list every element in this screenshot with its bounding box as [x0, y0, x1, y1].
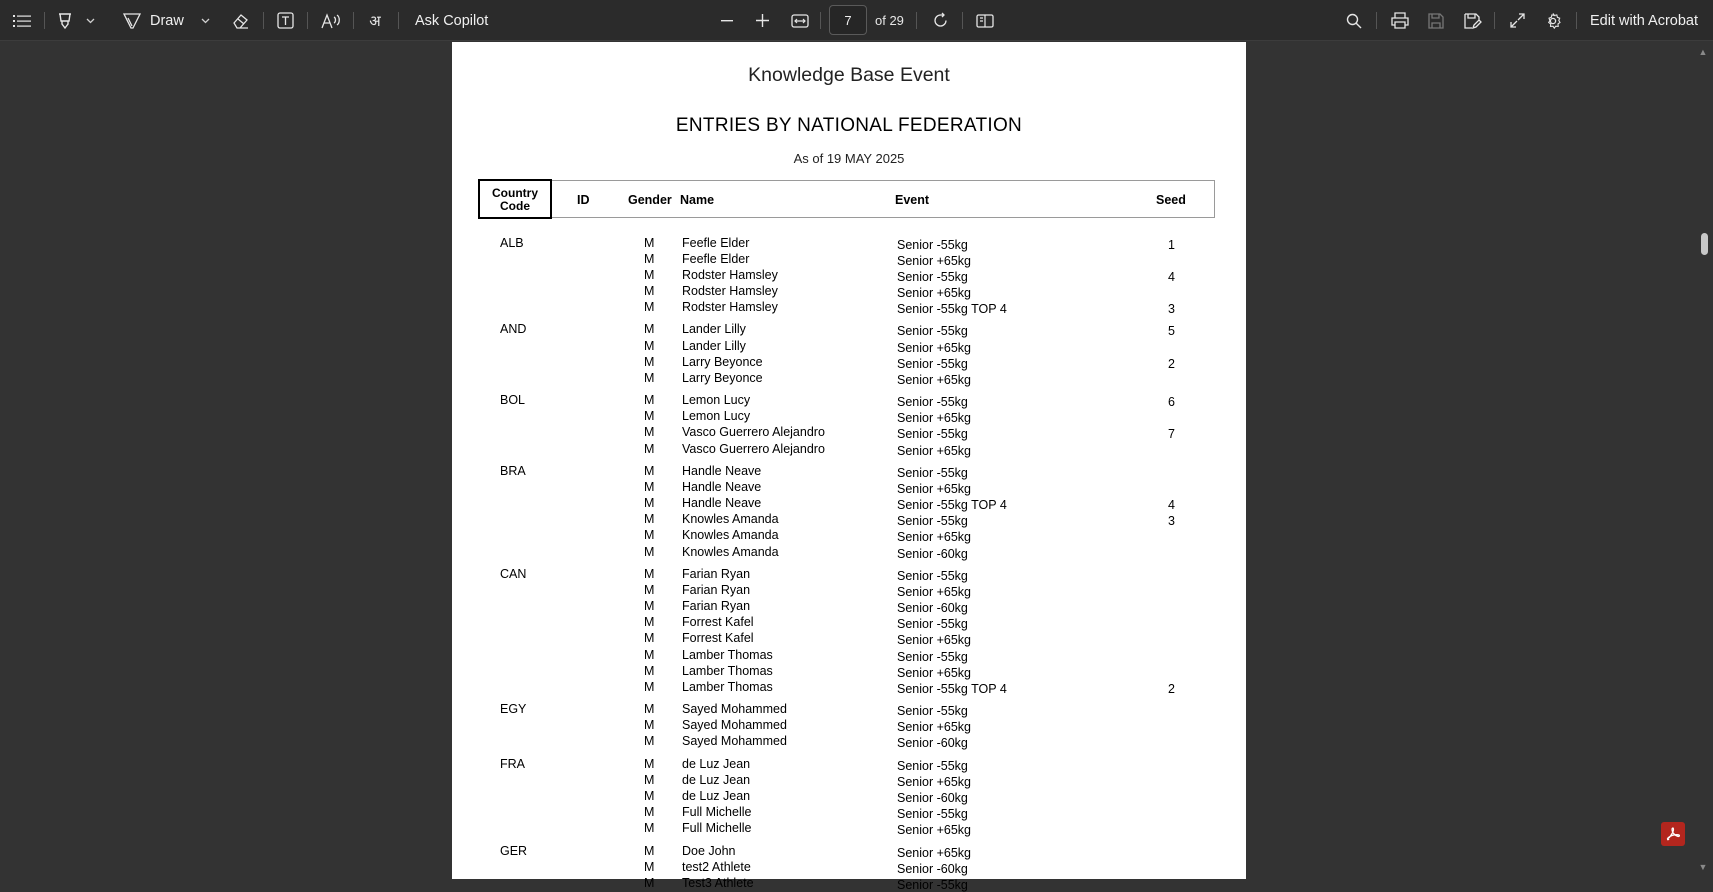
- search-icon[interactable]: [1343, 0, 1365, 41]
- event-cell: Senior -55kg TOP 4: [897, 301, 1007, 316]
- gender-cell: M: [644, 805, 655, 820]
- country-code-cell: BRA: [500, 464, 526, 479]
- header-country-code-line2: Code: [500, 199, 530, 213]
- gender-cell: M: [644, 354, 655, 369]
- gender-cell: M: [644, 679, 655, 694]
- seed-cell: 6: [1168, 395, 1175, 410]
- zoom-out-icon[interactable]: [716, 0, 738, 41]
- name-cell: Forrest Kafel: [682, 615, 754, 630]
- country-code-cell: CAN: [500, 567, 527, 582]
- gender-cell: M: [644, 338, 655, 353]
- event-cell: Senior -55kg: [897, 356, 968, 371]
- page-number-input[interactable]: 7: [829, 5, 867, 35]
- draw-button[interactable]: Draw: [150, 12, 184, 29]
- rotate-icon[interactable]: [929, 0, 951, 41]
- event-cell: Senior +65kg: [897, 411, 972, 426]
- name-cell: Rodster Hamsley: [682, 299, 778, 314]
- acrobat-logo-icon[interactable]: [1661, 822, 1685, 846]
- translate-icon[interactable]: अ: [369, 12, 381, 30]
- seed-cell: 5: [1168, 324, 1175, 339]
- seed-cell: 1: [1168, 237, 1175, 252]
- read-aloud-icon[interactable]: [319, 0, 343, 41]
- name-cell: Sayed Mohammed: [682, 702, 787, 717]
- gender-cell: M: [644, 512, 655, 527]
- gender-cell: M: [644, 299, 655, 314]
- event-cell: Senior -60kg: [897, 546, 968, 561]
- save-icon: [1425, 0, 1447, 41]
- name-cell: Farian Ryan: [682, 567, 751, 582]
- seed-cell: 7: [1168, 427, 1175, 442]
- text-box-icon[interactable]: [274, 0, 296, 41]
- name-cell: Rodster Hamsley: [682, 283, 778, 298]
- edit-with-acrobat-button[interactable]: Edit with Acrobat: [1590, 12, 1698, 29]
- ask-copilot-button[interactable]: Ask Copilot: [415, 12, 489, 29]
- eraser-icon[interactable]: [230, 0, 252, 41]
- event-cell: Senior -55kg: [897, 237, 968, 252]
- name-cell: Lemon Lucy: [682, 409, 751, 424]
- seed-cell: 3: [1168, 301, 1175, 316]
- gender-cell: M: [644, 425, 655, 440]
- name-cell: Farian Ryan: [682, 583, 751, 598]
- name-cell: Lamber Thomas: [682, 647, 773, 662]
- gender-cell: M: [644, 544, 655, 559]
- seed-cell: 2: [1168, 681, 1175, 696]
- page-view-icon[interactable]: [973, 0, 997, 41]
- event-cell: Senior -55kg TOP 4: [897, 498, 1007, 513]
- event-cell: Senior +65kg: [897, 443, 972, 458]
- name-cell: Knowles Amanda: [682, 544, 779, 559]
- gender-cell: M: [644, 615, 655, 630]
- name-cell: Vasco Guerrero Alejandro: [682, 441, 825, 456]
- name-cell: Doe John: [682, 844, 736, 859]
- name-cell: Lander Lilly: [682, 322, 746, 337]
- seed-cell: 2: [1168, 356, 1175, 371]
- event-cell: Senior +65kg: [897, 846, 972, 861]
- country-code-cell: GER: [500, 844, 528, 859]
- name-cell: Lander Lilly: [682, 338, 746, 353]
- event-cell: Senior +65kg: [897, 823, 972, 838]
- event-cell: Senior +65kg: [897, 372, 972, 387]
- name-cell: Feefle Elder: [682, 251, 750, 266]
- gender-cell: M: [644, 663, 655, 678]
- scroll-up-arrow-icon[interactable]: ▲: [1698, 47, 1708, 57]
- header-country-code-line1: Country: [492, 186, 538, 200]
- name-cell: Handle Neave: [682, 464, 762, 479]
- event-cell: Senior +65kg: [897, 253, 972, 268]
- fit-width-icon[interactable]: [788, 0, 812, 41]
- gender-cell: M: [644, 702, 655, 717]
- gender-cell: M: [644, 370, 655, 385]
- name-cell: Handle Neave: [682, 480, 762, 495]
- name-cell: Knowles Amanda: [682, 528, 779, 543]
- pdf-page: [452, 42, 1246, 892]
- event-cell: Senior -55kg: [897, 759, 968, 774]
- gender-cell: M: [644, 631, 655, 646]
- event-cell: Senior +65kg: [897, 720, 972, 735]
- name-cell: Lamber Thomas: [682, 663, 773, 678]
- event-cell: Senior -55kg: [897, 269, 968, 284]
- name-cell: Sayed Mohammed: [682, 734, 787, 749]
- document-subtitle: ENTRIES BY NATIONAL FEDERATION: [675, 115, 1023, 136]
- country-code-cell: AND: [500, 322, 527, 337]
- header-name: Name: [680, 193, 715, 207]
- print-icon[interactable]: [1388, 0, 1412, 41]
- name-cell: Larry Beyonce: [682, 370, 763, 385]
- event-cell: Senior -55kg: [897, 324, 968, 339]
- gender-cell: M: [644, 773, 655, 788]
- name-cell: Full Michelle: [682, 821, 752, 836]
- header-seed: Seed: [1156, 193, 1186, 207]
- event-cell: Senior +65kg: [897, 530, 972, 545]
- country-code-cell: EGY: [500, 702, 527, 717]
- gender-cell: M: [644, 757, 655, 772]
- header-country-code: [478, 179, 552, 219]
- draw-chevron-down-icon[interactable]: [198, 0, 212, 41]
- header-id: ID: [577, 193, 590, 207]
- draw-icon[interactable]: [121, 0, 143, 41]
- gender-cell: M: [644, 251, 655, 266]
- seed-cell: 4: [1168, 269, 1175, 284]
- page-count-label: of 29: [875, 13, 904, 28]
- name-cell: Forrest Kafel: [682, 631, 754, 646]
- gender-cell: M: [644, 322, 655, 337]
- event-cell: Senior -55kg: [897, 617, 968, 632]
- name-cell: de Luz Jean: [682, 757, 751, 772]
- gender-cell: M: [644, 267, 655, 282]
- event-cell: Senior -55kg: [897, 395, 968, 410]
- name-cell: Sayed Mohammed: [682, 718, 787, 733]
- event-cell: Senior -55kg: [897, 466, 968, 481]
- event-cell: Senior -60kg: [897, 862, 968, 877]
- highlight-chevron-down-icon[interactable]: [83, 0, 97, 41]
- event-cell: Senior -55kg: [897, 569, 968, 584]
- name-cell: Test3 Athlete: [682, 876, 754, 891]
- gender-cell: M: [644, 393, 655, 408]
- gender-cell: M: [644, 235, 655, 250]
- gender-cell: M: [644, 528, 655, 543]
- gender-cell: M: [644, 734, 655, 749]
- event-cell: Senior +65kg: [897, 775, 972, 790]
- gender-cell: M: [644, 821, 655, 836]
- gender-cell: M: [644, 283, 655, 298]
- gender-cell: M: [644, 599, 655, 614]
- name-cell: Lamber Thomas: [682, 679, 773, 694]
- event-cell: Senior -55kg TOP 4: [897, 681, 1007, 696]
- document-date: As of 19 MAY 2025: [793, 151, 905, 166]
- gender-cell: M: [644, 480, 655, 495]
- gender-cell: M: [644, 860, 655, 875]
- name-cell: de Luz Jean: [682, 773, 751, 788]
- scroll-down-arrow-icon[interactable]: ▼: [1698, 862, 1708, 872]
- gender-cell: M: [644, 583, 655, 598]
- event-cell: Senior -55kg: [897, 649, 968, 664]
- name-cell: Larry Beyonce: [682, 354, 763, 369]
- zoom-in-icon[interactable]: [751, 0, 773, 41]
- event-cell: Senior -55kg: [897, 807, 968, 822]
- seed-cell: 3: [1168, 514, 1175, 529]
- header-event: Event: [895, 193, 930, 207]
- event-cell: Senior -60kg: [897, 791, 968, 806]
- pdf-toolbar: [0, 0, 1713, 41]
- settings-gear-icon[interactable]: [1542, 0, 1564, 41]
- gender-cell: M: [644, 789, 655, 804]
- contents-list-icon[interactable]: [10, 0, 34, 41]
- event-cell: Senior -60kg: [897, 736, 968, 751]
- event-cell: Senior -55kg: [897, 704, 968, 719]
- event-cell: Senior -55kg: [897, 878, 968, 892]
- country-code-cell: ALB: [500, 235, 524, 250]
- gender-cell: M: [644, 718, 655, 733]
- event-cell: Senior +65kg: [897, 585, 972, 600]
- country-code-cell: BOL: [500, 393, 526, 408]
- country-code-cell: FRA: [500, 757, 525, 772]
- event-cell: Senior +65kg: [897, 340, 972, 355]
- highlight-icon[interactable]: [54, 0, 76, 41]
- gender-cell: M: [644, 496, 655, 511]
- name-cell: Vasco Guerrero Alejandro: [682, 425, 825, 440]
- gender-cell: M: [644, 464, 655, 479]
- gender-cell: M: [644, 409, 655, 424]
- gender-cell: M: [644, 441, 655, 456]
- event-cell: Senior +65kg: [897, 633, 972, 648]
- event-cell: Senior +65kg: [897, 482, 972, 497]
- event-cell: Senior +65kg: [897, 285, 972, 300]
- fullscreen-icon[interactable]: [1505, 0, 1529, 41]
- name-cell: Lemon Lucy: [682, 393, 751, 408]
- name-cell: Knowles Amanda: [682, 512, 779, 527]
- event-cell: Senior -55kg: [897, 427, 968, 442]
- name-cell: Handle Neave: [682, 496, 762, 511]
- name-cell: Feefle Elder: [682, 235, 750, 250]
- name-cell: Full Michelle: [682, 805, 752, 820]
- event-cell: Senior -60kg: [897, 601, 968, 616]
- gender-cell: M: [644, 647, 655, 662]
- header-gender: Gender: [628, 193, 672, 207]
- seed-cell: 4: [1168, 498, 1175, 513]
- scrollbar-thumb[interactable]: [1701, 233, 1708, 255]
- document-title: Knowledge Base Event: [748, 64, 950, 86]
- name-cell: de Luz Jean: [682, 789, 751, 804]
- name-cell: test2 Athlete: [682, 860, 751, 875]
- name-cell: Farian Ryan: [682, 599, 751, 614]
- event-cell: Senior +65kg: [897, 665, 972, 680]
- save-as-icon[interactable]: [1461, 0, 1483, 41]
- gender-cell: M: [644, 876, 655, 891]
- gender-cell: M: [644, 844, 655, 859]
- event-cell: Senior -55kg: [897, 514, 968, 529]
- name-cell: Rodster Hamsley: [682, 267, 778, 282]
- gender-cell: M: [644, 567, 655, 582]
